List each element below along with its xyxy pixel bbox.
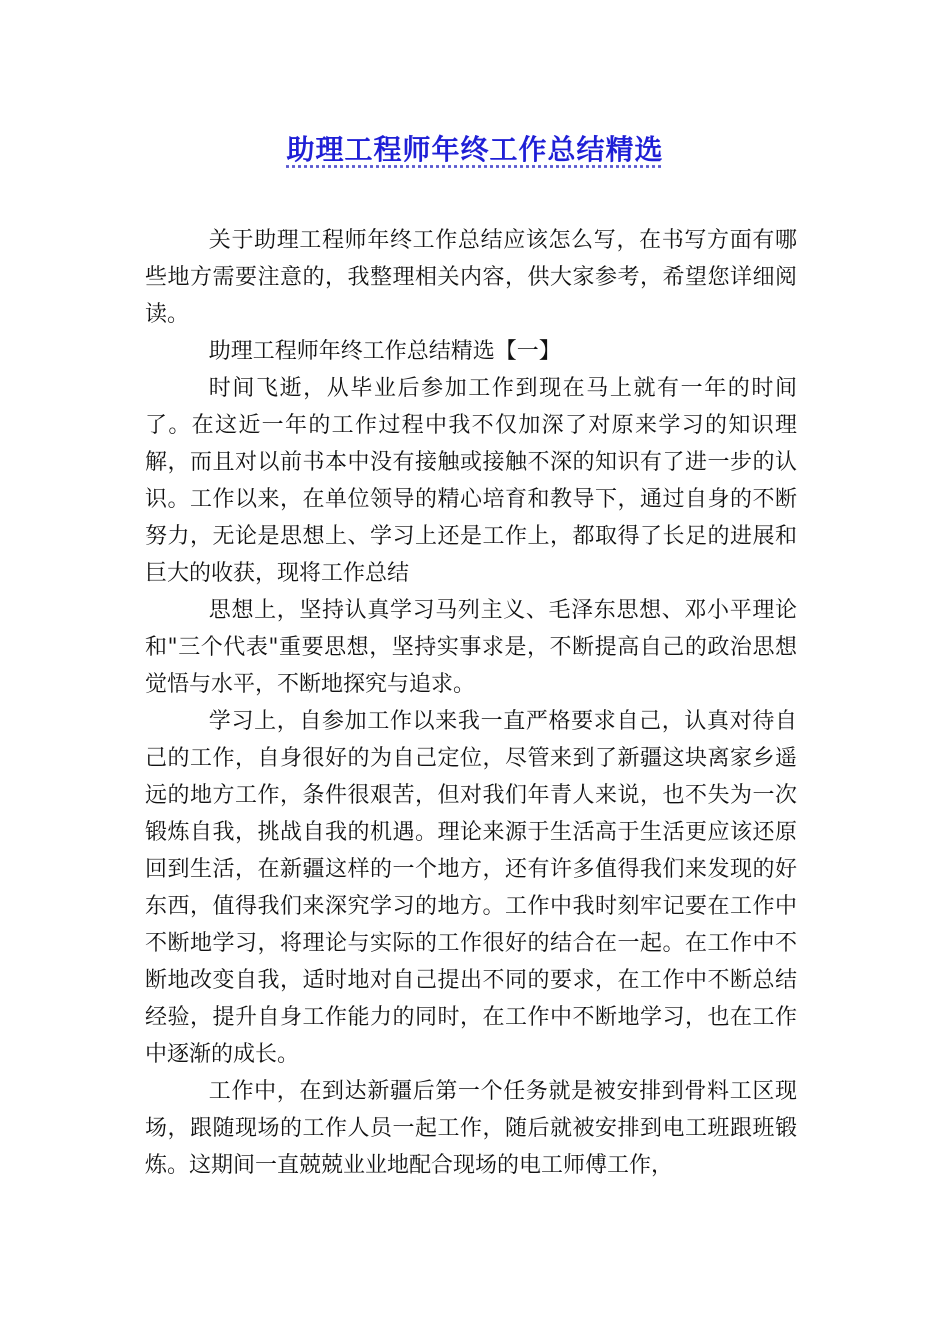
section-heading: 助理工程师年终工作总结精选【一】 <box>208 339 561 364</box>
body-paragraph: 思想上，坚持认真学习马列主义、毛泽东思想、邓小平理论和"三个代表"重要思想，坚持实事求是，不断提高自己的政治思想觉悟与水平，不断地探究与追求。 <box>145 598 797 697</box>
body-paragraph: 时间飞逝，从毕业后参加工作到现在马上就有一年的时间了。在这近一年的工作过程中我不仅加深了对原来学习的知识理解，而且对以前书本中没有接触或接触不深的知识有了进一步的认识。工作以来，在单位领导的精心培育和教导下，通过自身的不断努力，无论是思想上、学习上还是工作上，都取得了长足的进展和巨大的收获，现将工作总结 <box>145 376 797 586</box>
document-title: 助理工程师年终工作总结精选 <box>286 133 664 166</box>
body-paragraph: 工作中，在到达新疆后第一个任务就是被安排到骨料工区现场，跟随现场的工作人员一起工作，随后就被安排到电工班跟班锻炼。这期间一直兢兢业业地配合现场的电工师傅工作， <box>145 1079 797 1178</box>
body-paragraph: 学习上，自参加工作以来我一直严格要求自己，认真对待自己的工作，自身很好的为自己定位，尽管来到了新疆这块离家乡遥远的地方工作，条件很艰苦，但对我们年青人来说，也不失为一次锻炼自我，挑战自我的机遇。理论来源于生活高于生活更应该还原回到生活，在新疆这样的一个地方，还有许多值得我们来发现的好东西，值得我们来深究学习的地方。工作中我时刻牢记要在工作中不断地学习，将理论与实际的工作很好的结合在一起。在工作中不断地改变自我，适时地对自己提出不同的要求，在工作中不断总结经验，提升自身工作能力的同时，在工作中不断地学习，也在工作中逐渐的成长。 <box>145 709 797 1067</box>
intro-paragraph: 关于助理工程师年终工作总结应该怎么写，在书写方面有哪些地方需要注意的，我整理相关内容，供大家参考，希望您详细阅读。 <box>145 228 797 327</box>
document-body <box>145 222 797 1184</box>
